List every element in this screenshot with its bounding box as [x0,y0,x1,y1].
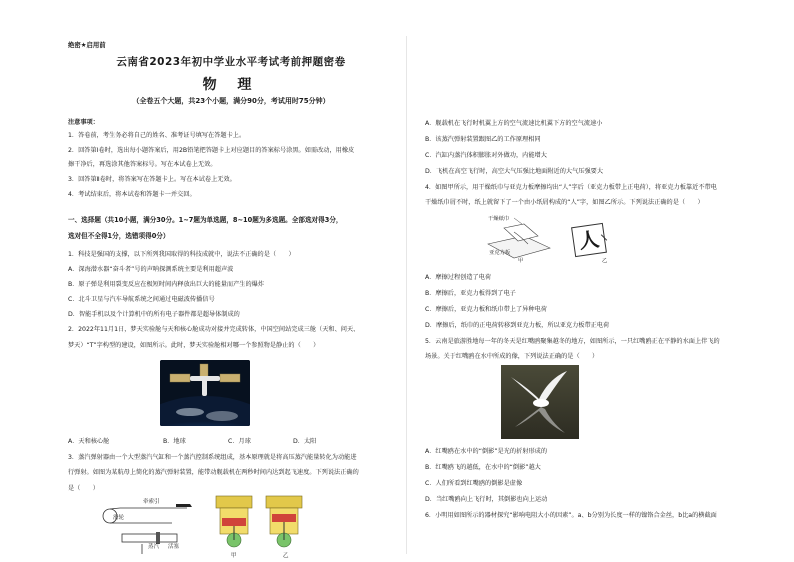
note-2b: 擦干净后，再选涂其他答案标号。写在本试卷上无效。 [68,161,217,168]
gull-photo [501,365,579,439]
q3-option-a: A．舰载机在飞行时机翼上方的空气流速比机翼下方的空气流速小 [425,120,603,127]
q1-option-c: C．北斗卫星与汽车导航系统之间通过电磁波传播信号 [68,296,215,303]
q3-label-jia: 甲 [231,553,237,559]
note-3: 3．回答第Ⅱ卷时，将答案写在答题卡上。写在本试卷上无效。 [68,176,236,183]
q3-option-d: D．飞机在高空飞行时，高空大气压强比地面附近的大气压强要大 [425,168,604,175]
space-station-image [160,360,250,426]
q4-label-yi: 乙 [602,258,608,264]
notes-label: 注意事项： [68,119,99,126]
engine-cylinders-diagram [208,492,308,550]
q1-option-d: D．智能手机以及个计算机中的所有电子器件都是超导体制成的 [68,311,240,318]
q6-stem: 6．小明用如图所示的器材探究“影响电阻大小的因素”。a、b分别为长度一样的镍铬合金丝，b比a的横截面 [425,512,717,519]
q1-option-a: A．深海潜水器“奋斗者”号的声呐探测系统主要是利用超声波 [68,266,234,273]
q3-option-b: B．该蒸汽弹射装置跟图乙的工作原理相同 [425,136,541,143]
subject-title: 物 理 [202,77,260,93]
q1-option-b: B．原子弹是利用裂变反应在极短时间内释放出巨大的能量而产生的爆炸 [68,281,265,288]
q3-stem-line3: 是（ ） [68,485,99,492]
q3-label-yi: 乙 [283,553,289,559]
q2-option-d: D．太阳 [293,438,317,445]
q3-label-steam: 蒸汽 [148,544,160,550]
q3-label-piston: 活塞 [168,544,180,550]
q1-stem: 1．科技是强国的支撑，以下所列我国取得的科技成就中，说法不正确的是（ ） [68,251,295,258]
q5-option-d: D．当红嘴鸥向上飞行时，其倒影也向上运动 [425,496,548,503]
space-station-photo [160,360,250,426]
column-divider [406,36,407,554]
q4-option-c: C．摩擦后，亚克力板和纸巾带上了异种电荷 [425,306,547,313]
q2-option-c: C．月球 [228,438,251,445]
q4-stem-line1: 4．如图甲所示，用干燥纸巾与亚克力板摩擦均出“人”字后（亚克力板带上正电荷），将亚克力板靠近不带电 [425,184,717,191]
q4-option-a: A．摩擦过程创造了电荷 [425,274,492,281]
q4-label-board: 亚克力板 [489,250,511,256]
exam-title: 云南省2023年初中学业水平考试考前押题密卷 [116,56,346,68]
q5-stem-line2: 场景。关于红嘴鸥在水中所成的像，下列说法正确的是（ ） [425,353,599,360]
gull-image [501,365,579,439]
section1-line2: 选对但不全得1分，选错项得0分） [68,232,170,240]
section1-line1: 一、选择题（共10小题，满分30分。1~7题为单选题，8~10题为多选题。全部选对得3分， [68,216,343,224]
q4-option-d: D．摩擦后，纸巾的正电荷转移到亚克力板，所以亚克力板带正电荷 [425,322,610,329]
q4-stem-line2: 干燥纸巾屑不时，纸上就留下了一个由小纸屑构成的“人”字，如图乙所示。下列说法正确的是（ ） [425,199,704,206]
note-2: 2．回答第Ⅰ卷时，选出每小题答案后，用2B铅笔把答题卡上对应题目的答案标号涂黑。如需改动，用橡皮 [68,147,355,154]
q4-option-b: B．摩擦后，亚克力板得到了电子 [425,290,516,297]
paper-character-card [571,223,607,257]
q2-stem-line2: 梦天）“T”字构型的建设，如图所示。此时，梦天实验舱相对哪一个参照物是静止的（ ） [68,342,320,349]
exam-info: （全卷五个大题，共23个小题，满分90分，考试用时75分钟） [132,97,330,105]
q5-option-c: C．人们所看到红嘴鸥的倒影是虚像 [425,480,523,487]
q5-option-b: B．红嘴鸥飞的越低，在水中的“倒影”越大 [425,464,541,471]
q3-option-c: C．汽缸内蒸汽体积膨胀对外做功，内能增大 [425,152,547,159]
paper-character: 人 [577,226,601,254]
q2-option-b: B．地球 [163,438,186,445]
q4-label-jia: 甲 [518,258,524,264]
note-1: 1．答卷前，考生务必将自己的姓名、准考证号填写在答题卡上。 [68,132,246,139]
q5-option-a: A．红嘴鸥在水中的“倒影”是光的折射形成的 [425,448,548,455]
note-4: 4．考试结束后，将本试卷和答题卡一并交回。 [68,191,196,198]
q5-stem-line1: 5．云南是旅游胜地每一年的冬天是红嘴鸥聚集越冬的地方，如图所示，一只红嘴鸥正在平静的水面上伴飞的 [425,338,720,345]
q4-label-tissue: 干燥纸巾 [488,216,510,222]
q2-stem-line1: 2．2022年11月1日，梦天实验舱与天和核心舱成功对接并完成转体，中国空间站完成三舱（天和、问天、 [68,326,360,333]
q3-stem-line1: 3．蒸汽弹射器由一个大型蒸汽气缸和一个蒸汽控制系统组成，基本原理就是将高压蒸汽能量转化为动能进 [68,454,357,461]
q3-label-pulley: 滑轮 [113,515,125,521]
secret-mark: 绝密★启用前 [68,41,106,49]
q3-label-traction: 牵索引 [143,499,160,505]
q3-stem-line2: 行弹射。如图为某航母上简化的蒸汽弹射装置，能带动舰载机在两秒时间内达到起飞速度。下列说法正确的 [68,469,359,476]
q2-option-a: A．天和核心舱 [68,438,110,445]
